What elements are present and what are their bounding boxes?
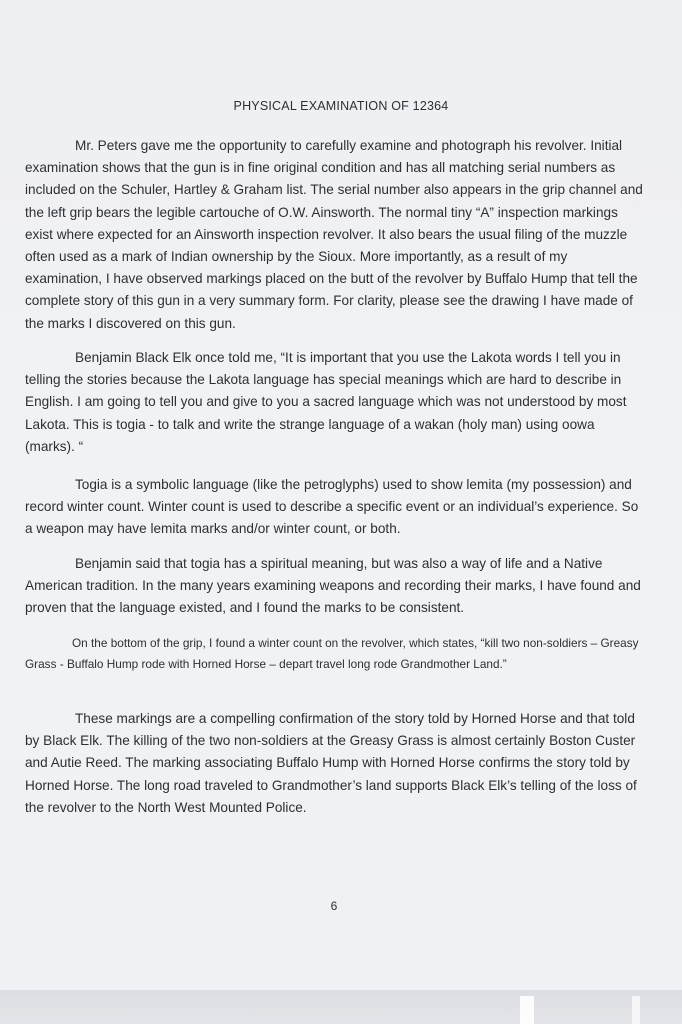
paragraph-black-elk-quote: Benjamin Black Elk once told me, “It is important that you use the Lakota words I tell you in telling the stories because the Lakota language has special meanings which are hard to describe in English. I am going to tell you and give to you a sacred language which was not understood by most Lakota. This is togia - to talk and write the strange language of a wakan (holy man) using oowa (marks). “ [25, 350, 627, 454]
page-bottom-edge [0, 990, 682, 1024]
page-number: 6 [330, 899, 338, 913]
paragraph-togia: Togia is a symbolic language (like the petroglyphs) used to show lemita (my possession) and record winter count. Winter count is used to describe a specific event or an individual’s experience. So a weapon may have lemita marks and/or winter count, or both. [25, 477, 639, 537]
document-title: PHYSICAL EXAMINATION OF 12364 [233, 99, 449, 113]
light-glare [632, 996, 640, 1024]
paragraph-examination: Mr. Peters gave me the opportunity to carefully examine and photograph his revolver. Initial examination shows that the gun is in fine original condition and has all matching serial numbers as included on the Schuler, Hartley & Graham list. The serial number also appears in the grip channel and the left grip bears the legible cartouche of O.W. Ainsworth. The normal tiny “A” inspection markings exist where expected for an Ainsworth inspection revolver. It also bears the usual filing of the muzzle often used as a mark of Indian ownership by the Sioux. More importantly, as a result of my examination, I have observed markings placed on the butt of the revolver by Buffalo Hump that tell the complete story of this gun in a very summary form. For clarity, please see the drawing I have made of the marks I discovered on this gun. [25, 138, 643, 331]
light-glare [520, 996, 534, 1024]
paragraph-confirmation: These markings are a compelling confirmation of the story told by Horned Horse and that told by Black Elk. The killing of the two non-soldiers at the Greasy Grass is almost certainly Boston Custer and Autie Reed. The marking associating Buffalo Hump with Horned Horse confirms the story told by Horned Horse. The long road traveled to Grandmother’s land supports Black Elk’s telling of the loss of the revolver to the North West Mounted Police. [25, 711, 637, 815]
paragraph-winter-count: On the bottom of the grip, I found a winter count on the revolver, which states, “kill two non-soldiers – Greasy Grass - Buffalo Hump rode with Horned Horse – depart travel long rode Grandmother Land.” [25, 636, 639, 671]
paragraph-tradition: Benjamin said that togia has a spiritual meaning, but was also a way of life and a Native American tradition. In the many years examining weapons and recording their marks, I have found and proven that the language existed, and I found the marks to be consistent. [25, 556, 641, 616]
